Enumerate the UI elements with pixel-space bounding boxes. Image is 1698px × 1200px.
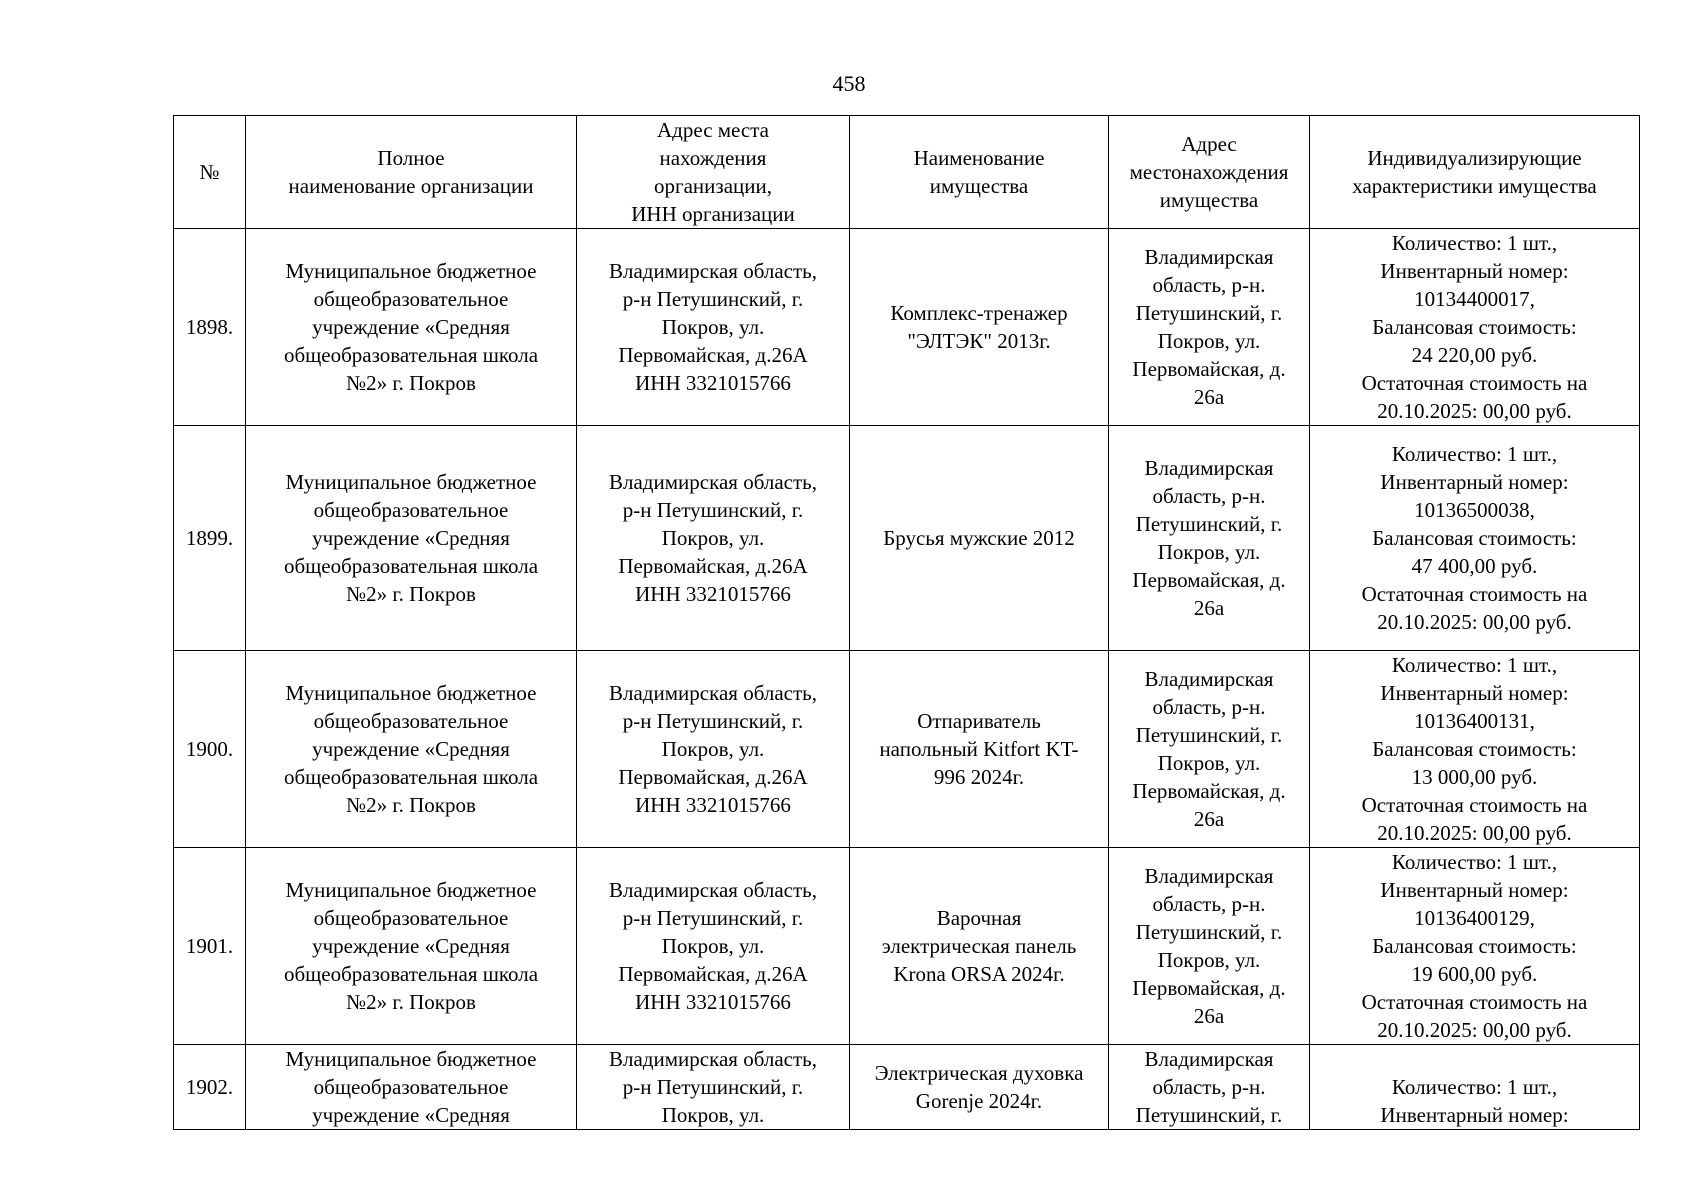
property-address: Владимирская область, р-н. Петушинский, г. Покров, ул. Первомайская, д. 26а [1109,229,1310,426]
org-name: Муниципальное бюджетное общеобразовательное учреждение «Средняя общеобразовательная школа №2» г. Покров [246,651,577,848]
org-address: Владимирская область, р-н Петушинский, г. Покров, ул. Первомайская, д.26А ИНН 3321015766 [577,651,850,848]
property-registry-table [173,115,1640,1130]
table-row [174,229,1640,426]
row-number: 1901. [174,848,246,1045]
row-number: 1899. [174,426,246,651]
table-row [174,426,1640,651]
header-property-address: Адрес местонахождения имущества [1109,116,1310,229]
org-name: Муниципальное бюджетное общеобразовательное учреждение «Средняя общеобразовательная школа №2» г. Покров [246,426,577,651]
property-address: Владимирская область, р-н. Петушинский, г. Покров, ул. Первомайская, д. 26а [1109,426,1310,651]
property-address: Владимирская область, р-н. Петушинский, г. Покров, ул. Первомайская, д. 26а [1109,848,1310,1045]
header-property-name: Наименование имущества [850,116,1109,229]
header-org-name: Полное наименование организации [246,116,577,229]
row-number: 1902. [174,1045,246,1130]
org-address: Владимирская область, р-н Петушинский, г. Покров, ул. Первомайская, д.26А ИНН 3321015766 [577,426,850,651]
row-number: 1900. [174,651,246,848]
org-address: Владимирская область, р-н Петушинский, г. Покров, ул. Первомайская, д.26А ИНН 3321015766 [577,229,850,426]
property-name: Варочная электрическая панель Krona ORSA 2024г. [850,848,1109,1045]
table-row [174,651,1640,848]
header-row [174,116,1640,229]
property-characteristics: Количество: 1 шт., Инвентарный номер: 10136400131, Балансовая стоимость: 13 000,00 руб. Остаточная стоимость на 20.10.2025: 00,00 руб. [1310,651,1640,848]
table-header [174,116,1640,229]
header-number: № [174,116,246,229]
row-number: 1898. [174,229,246,426]
table-row [174,848,1640,1045]
org-name: Муниципальное бюджетное общеобразовательное учреждение «Средняя общеобразовательная школа №2» г. Покров [246,229,577,426]
property-name: Отпариватель напольный Kitfort KT- 996 2024г. [850,651,1109,848]
table-row [174,1045,1640,1130]
property-name: Электрическая духовка Gorenje 2024г. [850,1045,1109,1130]
property-characteristics: Количество: 1 шт., Инвентарный номер: 10136400129, Балансовая стоимость: 19 600,00 руб. Остаточная стоимость на 20.10.2025: 00,00 руб. [1310,848,1640,1045]
property-characteristics: Количество: 1 шт., Инвентарный номер: [1310,1045,1640,1130]
org-name: Муниципальное бюджетное общеобразовательное учреждение «Средняя [246,1045,577,1130]
org-address: Владимирская область, р-н Петушинский, г. Покров, ул. Первомайская, д.26А ИНН 3321015766 [577,848,850,1045]
property-name: Комплекс-тренажер "ЭЛТЭК" 2013г. [850,229,1109,426]
property-name: Брусья мужские 2012 [850,426,1109,651]
page-number: 458 [832,71,866,96]
property-address: Владимирская область, р-н. Петушинский, г. Покров, ул. Первомайская, д. 26а [1109,651,1310,848]
header-characteristics: Индивидуализирующие характеристики имущества [1310,116,1640,229]
org-address: Владимирская область, р-н Петушинский, г. Покров, ул. [577,1045,850,1130]
header-org-address: Адрес места нахождения организации, ИНН организации [577,116,850,229]
org-name: Муниципальное бюджетное общеобразовательное учреждение «Средняя общеобразовательная школа №2» г. Покров [246,848,577,1045]
table-body [174,229,1640,1130]
property-address: Владимирская область, р-н. Петушинский, г. [1109,1045,1310,1130]
property-characteristics: Количество: 1 шт., Инвентарный номер: 10136500038, Балансовая стоимость: 47 400,00 руб. Остаточная стоимость на 20.10.2025: 00,00 руб. [1310,426,1640,651]
property-characteristics: Количество: 1 шт., Инвентарный номер: 10134400017, Балансовая стоимость: 24 220,00 руб. Остаточная стоимость на 20.10.2025: 00,00 руб. [1310,229,1640,426]
